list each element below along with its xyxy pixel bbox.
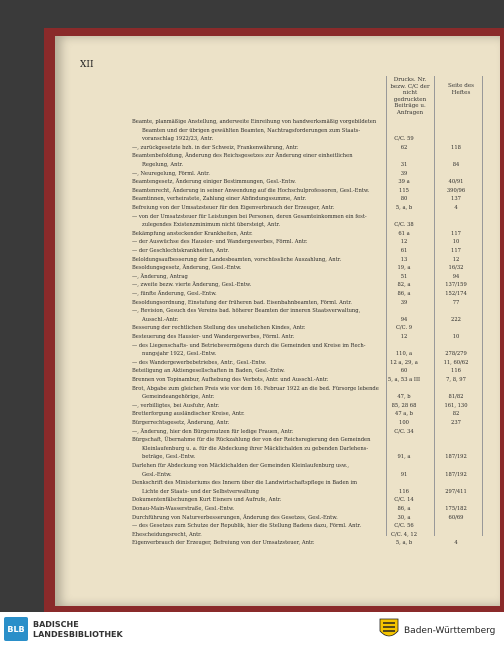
entry-document-number: 91, a: [397, 454, 411, 461]
entry-document-number: 12: [400, 334, 408, 340]
entry-text: Beamte, planmäßige Anstellung, anderweite Einreihung von handwerksmäßig vorgebildeten: [132, 119, 377, 125]
entry-text: zulegendes Existenzminimum nicht übersteigt, Antr.: [142, 222, 281, 229]
entry-page: 117: [451, 230, 461, 237]
entry-document-number: 31: [400, 162, 408, 168]
entry-text: — des Liegenschafts- und Betriebsvermögens durch die Gemeinden und Kreise im Rech-: [132, 342, 366, 349]
entry-document-number: C/C. 59: [394, 136, 414, 143]
entry-document-number: 12: [400, 239, 408, 246]
page-number: XII: [80, 60, 94, 70]
entry-document-number: 13: [400, 256, 408, 263]
entry-document-number: 80: [400, 196, 408, 203]
entry-page: 82: [452, 411, 460, 418]
entry-text: —, fünfte Änderung, Gesl.-Entw.: [132, 291, 217, 297]
entry-text: Brennen von Topinambur, Aufhebung des Verbots, Antr. und Ausschl.-Antr.: [132, 377, 329, 383]
entry-text: Beamtenrecht, Änderung in seiner Anwendung auf die Hochschulprofessoren, Gesl.-Entw.: [132, 187, 370, 194]
entry-page: 118: [451, 144, 461, 151]
library-name-line2: LANDESBIBLIOTHEK: [33, 630, 123, 639]
entry-document-number: C/C. 56: [394, 523, 414, 530]
entry-text: Kleinlaufenburg u. a. für die Abdeckung ihrer Mäcklichalden zu gebenden Darlehens-: [142, 445, 369, 452]
entry-text: Bürgschaft, Übernahme für die Rückzahlung der von der Reichsregierung den Gemeinden: [132, 437, 371, 444]
entry-text: Donau-Main-Wasserstraße, Gesl.-Entw.: [132, 506, 235, 512]
entry-text: —, Neuregelung, Förml. Antr.: [132, 170, 210, 177]
entry-page: 12: [452, 256, 460, 263]
entry-text: nungsjahr 1922, Gesl.-Entw.: [142, 351, 217, 358]
column-divider-right: [482, 76, 483, 536]
entry-document-number: 5, a, 53 a III: [387, 377, 421, 383]
entry-page: 40/91: [448, 179, 464, 186]
entry-page: 7, 8, 97: [446, 377, 466, 383]
entry-text: Besoldungsordnung, Einstufung der früheren bad. Eisenbahnbeamten, Förml. Antr.: [132, 299, 352, 306]
entry-text: —, zurückgesetzte bzh. in der Schweiz, Frankenwährung, Antr.: [132, 144, 299, 151]
entry-text: Ehescheidungsrecht, Antr.: [132, 531, 202, 538]
entry-text: — des Gesetzes zum Schutze der Republik, hier die Stellung Badens dazu, Förml. Antr.: [132, 523, 362, 530]
entry-document-number: 51: [400, 273, 408, 280]
entry-document-number: 5, a, b: [395, 540, 413, 547]
entry-text: Beteiligung an Aktiengesellschaften in Baden, Gesl.-Entw.: [132, 368, 285, 375]
entry-text: Befreiung von der Umsatzsteuer für den Eigenverbrauch der Erzeuger, Antr.: [132, 205, 335, 211]
entry-page: 187/192: [445, 471, 467, 478]
coat-of-arms-icon: [378, 617, 400, 641]
entry-document-number: 82, a: [397, 282, 411, 289]
entry-text: Beloldungsaufbesserung der Landesbeamten, vorschüssliche Auszahlung, Antr.: [132, 256, 342, 263]
entry-text: — der Auswüchse des Hausier- und Wandergewerbes, Förml. Antr.: [132, 239, 308, 246]
entry-text: — von der Umsatzsteuer für Leistungen bei Personen, deren Gesamteinkommen ein fest-: [132, 213, 367, 220]
entry-text: Dokumentenfälschungen Kurt Eisners und Aufrufe, Antr.: [132, 497, 282, 504]
entry-page: 237: [451, 420, 461, 426]
entry-document-number: 85, 28 68: [391, 402, 417, 409]
entry-page: 137: [451, 196, 461, 203]
entry-document-number: 47 a, b: [395, 411, 413, 418]
entry-text: Regelung, Antr.: [142, 162, 184, 168]
entry-page: 161, 130: [444, 402, 468, 409]
entry-document-number: 110, a: [395, 351, 413, 358]
entry-text: Beamtenbefoldung, Änderung des Reichsgesetzes zur Änderung einer einheitlichen: [132, 153, 353, 160]
entry-text: Besserung der rechtlichen Stellung des unehelichen Kindes, Antr.: [132, 325, 306, 332]
entry-text: —, Änderung, Antrag: [132, 273, 188, 280]
entry-text: Denkschrift des Ministeriums des Innern über die Landwirtschaftspflege in Baden im: [132, 480, 358, 487]
entry-page: 10: [452, 239, 460, 246]
library-name-line1: BADISCHE: [33, 620, 79, 629]
entry-document-number: 61 a: [398, 230, 410, 237]
entry-page: 4: [454, 205, 458, 211]
entry-document-number: C/C. 14: [394, 497, 414, 504]
entry-text: Beamten und der übrigen gewählten Beamten, Nachtragsforderungen zum Staats-: [142, 127, 361, 134]
entry-page: 77: [452, 299, 460, 306]
entry-document-number: 91: [400, 471, 408, 478]
entry-text: Bretterforgung ausländischer Kreise, Antr.: [132, 411, 245, 418]
entry-document-number: 86, a: [397, 506, 411, 512]
entry-document-number: 12 a, 29, a: [390, 359, 418, 366]
entry-document-number: 30, a: [397, 514, 411, 521]
entry-page: 278/279: [445, 351, 467, 358]
entry-page: 297/411: [445, 488, 467, 495]
entry-text: Durchführung von Naturverbesserungen, Änderung des Gesetzes, Gesl.-Entw.: [132, 514, 338, 521]
entry-document-number: 5, a, b: [395, 205, 413, 211]
entry-text: Besteuerung des Hausier- und Wandergewerbes, Förml. Antr.: [132, 334, 295, 340]
entry-document-number: 94: [400, 316, 408, 323]
entry-document-number: 61: [400, 248, 408, 254]
entry-text: Darlehen für Abdeckung von Mäcklichalden der Gemeinden Kleinlaufenburg usw.,: [132, 463, 349, 469]
column-header-document-number: Drucks. Nr. bezw. C/C der nicht gedruckten Beiträge u. Anfragen: [390, 77, 430, 116]
entry-page: 117: [451, 248, 461, 254]
entry-page: 81/82: [448, 394, 464, 401]
entry-page: 94: [452, 273, 460, 280]
entry-text: —, zweite bezw. vierte Änderung, Gesl.-Entw.: [132, 282, 252, 289]
entry-document-number: 47, b: [397, 394, 411, 401]
entry-text: Beamtengesetz, Änderung einiger Bestimmungen, Gesl.-Entw.: [132, 179, 296, 186]
entry-document-number: 60: [400, 368, 408, 375]
index-entry: [132, 539, 480, 548]
entry-text: —, verbilligtes, bei Ausfuhr, Antr.: [132, 402, 220, 409]
entry-document-number: C/C. 34: [394, 428, 414, 435]
entry-page: 116: [451, 368, 461, 375]
entry-text: Besoldungsgesetz, Änderung, Gesl.-Entw.: [132, 265, 242, 272]
entry-text: voranschlag 1922/23, Antr.: [142, 136, 214, 143]
entry-document-number: 116: [399, 488, 409, 495]
entry-text: — der Geschlechtskrankheiten, Antr.: [132, 248, 229, 254]
state-name[interactable]: Baden-Württemberg: [404, 626, 496, 636]
entry-text: Gemeindeangehörige, Antr.: [142, 394, 215, 401]
entry-document-number: C/C. 4, 12: [391, 531, 417, 538]
entry-page: 152/174: [445, 291, 467, 297]
entry-text: Gesl.-Entw.: [142, 471, 172, 478]
entry-text: Beamtinnen, verheiratete, Zahlung einer Abfindungssumme, Antr.: [132, 196, 307, 203]
entry-document-number: C/C. 38: [394, 222, 414, 229]
entry-text: —, Revision, Gesuch des Vereins bad. höherer Beamten der inneren Staatsverwaltung,: [132, 308, 361, 315]
entry-text: Ausschl.-Antr.: [142, 316, 179, 323]
entry-document-number: 39 a: [398, 179, 410, 186]
entry-page: 10: [452, 334, 460, 340]
entry-document-number: 39: [400, 299, 408, 306]
entry-page: 222: [451, 316, 461, 323]
library-name[interactable]: [33, 620, 123, 640]
entry-text: Brot, Abgabe zum gleichen Preis wie vor dem 16. Februar 1922 an die bed. Fürsorge lebende: [132, 385, 379, 392]
entry-page: 175/182: [445, 506, 467, 512]
entry-page: 16/32: [448, 265, 464, 272]
entry-text: — des Wandergewerbebetriebes, Antr., Gesl.-Entw.: [132, 359, 267, 366]
entry-document-number: 62: [400, 144, 408, 151]
blb-logo[interactable]: BLB: [4, 617, 28, 641]
entry-text: beträge, Gesl.-Entw.: [142, 454, 196, 461]
entry-page: 4: [454, 540, 458, 547]
entry-page: 390/96: [446, 187, 466, 194]
entry-text: Bürgerrechtsgesetz, Änderung, Antr.: [132, 420, 230, 426]
entry-text: Bekämpfung ansteckender Krankheiten, Antr.: [132, 230, 253, 237]
entry-document-number: 19, a: [397, 265, 411, 272]
entry-text: Lichte der Staats- und der Selbstverwaltung: [142, 488, 259, 495]
entry-page: 60/69: [448, 514, 464, 521]
column-header-page: Seite des Heftes: [447, 83, 475, 96]
entry-page: 11, 60/62: [443, 359, 469, 366]
entry-document-number: 100: [399, 420, 409, 426]
entry-document-number: 115: [399, 187, 409, 194]
entry-document-number: 86, a: [397, 291, 411, 297]
entry-page: 187/192: [445, 454, 467, 461]
entry-text: Eigenverbrauch der Erzeuger, Befreiung von der Umsatzsteuer, Antr.: [132, 540, 315, 547]
entry-text: —, Änderung, hier den Bürgernutzen für ledige Frauen, Antr.: [132, 428, 294, 435]
entry-document-number: C/C. 9: [395, 325, 413, 332]
entry-page: 137/159: [445, 282, 467, 289]
entry-document-number: 39: [400, 170, 408, 177]
entry-page: 84: [452, 162, 460, 168]
